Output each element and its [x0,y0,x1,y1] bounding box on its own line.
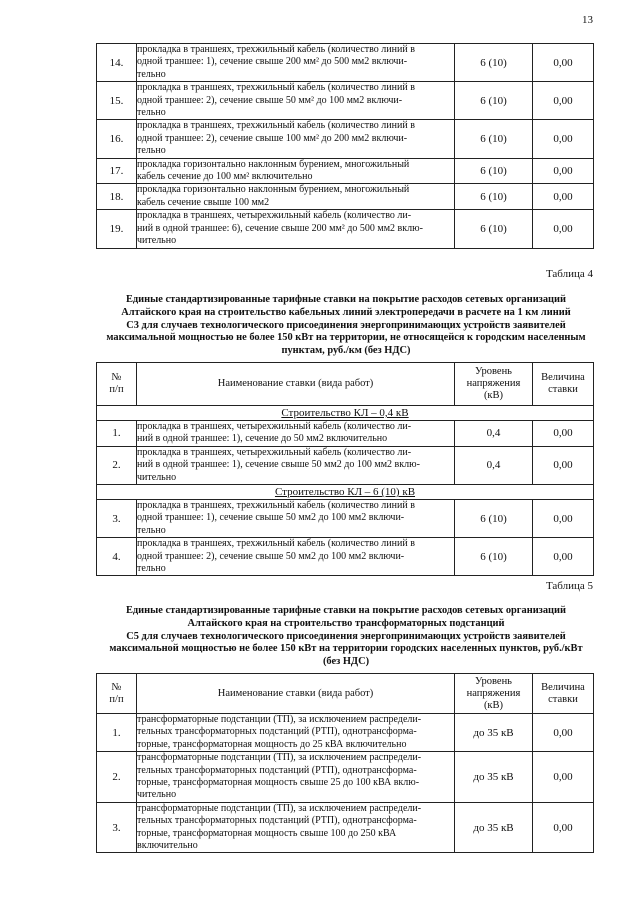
row-value: 0,00 [533,210,594,248]
line: прокладка горизонтально наклонным бурением, многожильный [137,158,410,170]
row-description [137,714,455,752]
title-line: Единые стандартизированные тарифные ставки на покрытие расходов сетевых организаций [125,605,567,616]
row-number: 15. [97,82,137,120]
row-number: 17. [97,158,137,184]
line: прокладка в траншеях, трехжильный кабель (количество линий в [137,120,415,132]
row-number: 4. [97,538,137,576]
header-line: напряжения [466,378,521,389]
row-number: 3. [97,802,137,853]
table-3-continued [96,43,594,249]
row-value: 0,00 [533,44,594,82]
row-description [137,421,455,447]
line: тельно [137,563,166,575]
line: торные, трансформаторная мощность свыше 100 до 250 кВА [137,827,397,839]
line: одной траншее: 2), сечение свыше 50 мм2 до 100 мм2 включи- [137,550,405,562]
title-line: С5 для случаев технологического присоединения энергопринимающих устройств заявителей [126,630,566,642]
section-title-text: Строительство КЛ – 0,4 кВ [281,407,409,419]
table-4-header-row [97,363,594,406]
row-number: 18. [97,184,137,210]
header-name [137,363,455,406]
header-line: Величина [541,372,585,383]
row-voltage: 6 (10) [455,158,533,184]
row-value: 0,00 [533,446,594,484]
table-4-label: Таблица 4 [545,268,593,280]
header-line: п/п [109,693,124,705]
row-value: 0,00 [533,82,594,120]
table-row [97,120,594,158]
row-number: 2. [97,752,137,803]
line: ний в одной траншее: 1), сечение свыше 50 мм2 до 100 мм2 вклю- [137,459,420,471]
header-line: № [111,372,122,383]
line: включительно [137,840,198,852]
header-line: п/п [109,384,124,395]
header-line: Наименование ставки (вида работ) [217,378,374,389]
line: прокладка в траншеях, четырехжильный кабель (количество ли- [137,446,412,458]
row-voltage: 6 (10) [455,210,533,248]
row-voltage: 6 (10) [455,184,533,210]
header-num [97,363,137,406]
header-line: Величина [541,681,585,693]
row-description [137,82,455,120]
line: прокладка в траншеях, трехжильный кабель (количество линий в [137,538,415,550]
section-title-text: Строительство КЛ – 6 (10) кВ [274,486,416,499]
header-line: ставки [548,384,578,395]
line: одной траншее: 2), сечение свыше 100 мм² до 200 мм2 включи- [137,132,408,144]
table-4-title [86,294,606,358]
row-number: 14. [97,44,137,82]
row-description [137,120,455,158]
line: торные, трансформаторная мощность до 25 кВА включительно [137,738,407,750]
header-value [533,363,594,406]
row-voltage: до 35 кВ [455,752,533,803]
line: чительно [137,471,177,483]
line: одной траншее: 1), сечение свыше 200 мм² до 500 мм2 включи- [137,56,408,68]
line: трансформаторные подстанции (ТП), за исключением распредели- [137,752,422,764]
row-value: 0,00 [533,500,594,538]
table-row [97,158,594,184]
row-number: 3. [97,500,137,538]
line: чительно [137,789,177,801]
row-voltage: 0,4 [455,421,533,447]
row-number: 19. [97,210,137,248]
line: чительно [137,235,177,247]
header-value [533,674,594,714]
line: тельно [137,145,166,157]
line: прокладка в траншеях, трехжильный кабель (количество линий в [137,500,415,512]
title-line: Единые стандартизированные тарифные ставки на покрытие расходов сетевых организаций [125,294,567,305]
table-row [97,44,594,82]
header-line: напряжения [466,687,521,699]
row-description [137,158,455,184]
row-voltage: до 35 кВ [455,714,533,752]
line: кабель сечение свыше 100 мм2 [137,196,270,208]
row-voltage: 6 (10) [455,82,533,120]
line: ний в одной траншее: 6), сечение свыше 200 мм² до 500 мм2 вклю- [137,222,423,234]
line: тельных трансформаторных подстанций (РТП), однотрансформа- [137,815,417,827]
table-row [97,752,594,803]
table-5 [96,673,594,853]
table-row [97,500,594,538]
line: прокладка в траншеях, четырехжильный кабель (количество ли- [137,210,412,222]
header-line: № [111,681,122,693]
table-5-label: Таблица 5 [545,580,593,592]
table-row [97,82,594,120]
title-line: максимальной мощностью не более 150 кВт на территории городских населенных пунктов, руб./кВт [109,643,583,655]
row-voltage: 6 (10) [455,500,533,538]
line: ний в одной траншее: 1), сечение до 50 мм2 включительно [137,433,388,445]
title-line: (без НДС) [322,656,370,668]
line: прокладка горизонтально наклонным бурением, многожильный [137,184,410,196]
row-value: 0,00 [533,184,594,210]
header-name [137,674,455,714]
line: торные, трансформаторная мощность свыше 25 до 100 кВА вклю- [137,777,420,789]
section-row [97,406,594,421]
line: тельно [137,524,166,536]
row-voltage: 6 (10) [455,44,533,82]
line: прокладка в траншеях, четырехжильный кабель (количество ли- [137,421,412,432]
row-voltage: 6 (10) [455,538,533,576]
line: тельных трансформаторных подстанций (РТП), однотрансформа- [137,764,417,776]
table-4 [96,362,594,576]
header-line: (кВ) [483,390,504,401]
row-voltage: до 35 кВ [455,802,533,853]
header-line: (кВ) [483,699,504,711]
table-5-header-row [97,674,594,714]
header-num [97,674,137,714]
page-number: 13 [582,14,593,26]
row-value: 0,00 [533,714,594,752]
table-5-title [86,605,606,669]
title-line: максимальной мощностью не более 150 кВт на территории, не относящейся к городским населенным [106,332,586,344]
row-description [137,538,455,576]
line: трансформаторные подстанции (ТП), за исключением распредели- [137,714,422,725]
row-value: 0,00 [533,421,594,447]
row-voltage: 0,4 [455,446,533,484]
title-line: С3 для случаев технологического присоединения энергопринимающих устройств заявителей [126,319,566,331]
header-line: Уровень [475,675,512,687]
table-row [97,714,594,752]
row-voltage: 6 (10) [455,120,533,158]
row-value: 0,00 [533,158,594,184]
row-description [137,184,455,210]
row-value: 0,00 [533,120,594,158]
row-number: 16. [97,120,137,158]
table-row [97,538,594,576]
row-description [137,44,455,82]
row-number: 2. [97,446,137,484]
line: прокладка в траншеях, трехжильный кабель (количество линий в [137,82,415,94]
row-value: 0,00 [533,752,594,803]
title-line: пунктам, руб./км (без НДС) [281,345,411,357]
table-row [97,421,594,447]
section-row [97,485,594,500]
header-voltage [455,674,533,714]
row-description [137,500,455,538]
section-title [97,406,594,421]
title-line: Алтайского края на строительство кабельных линий электропередачи в расчете на 1 км линий [121,306,571,318]
line: одной траншее: 2), сечение свыше 50 мм² до 100 мм2 включи- [137,94,403,106]
row-description [137,752,455,803]
section-title [97,485,594,500]
header-line: Уровень [475,366,512,377]
line: тельных трансформаторных подстанций (РТП), однотрансформа- [137,726,417,738]
row-description [137,802,455,853]
line: тельно [137,107,166,119]
row-value: 0,00 [533,538,594,576]
row-description [137,446,455,484]
table-row [97,184,594,210]
line: тельно [137,68,166,80]
row-number: 1. [97,714,137,752]
header-line: ставки [548,693,578,705]
table-row [97,210,594,248]
row-value: 0,00 [533,802,594,853]
table-row [97,802,594,853]
line: одной траншее: 1), сечение свыше 50 мм2 до 100 мм2 включи- [137,512,405,524]
table-row [97,446,594,484]
line: прокладка в траншеях, трехжильный кабель (количество линий в [137,44,415,55]
line: кабель сечение до 100 мм² включительно [137,171,313,183]
header-line: Наименование ставки (вида работ) [217,687,374,699]
line: трансформаторные подстанции (ТП), за исключением распредели- [137,802,422,814]
row-number: 1. [97,421,137,447]
title-line: Алтайского края на строительство трансформаторных подстанций [187,617,505,629]
row-description [137,210,455,248]
header-voltage [455,363,533,406]
